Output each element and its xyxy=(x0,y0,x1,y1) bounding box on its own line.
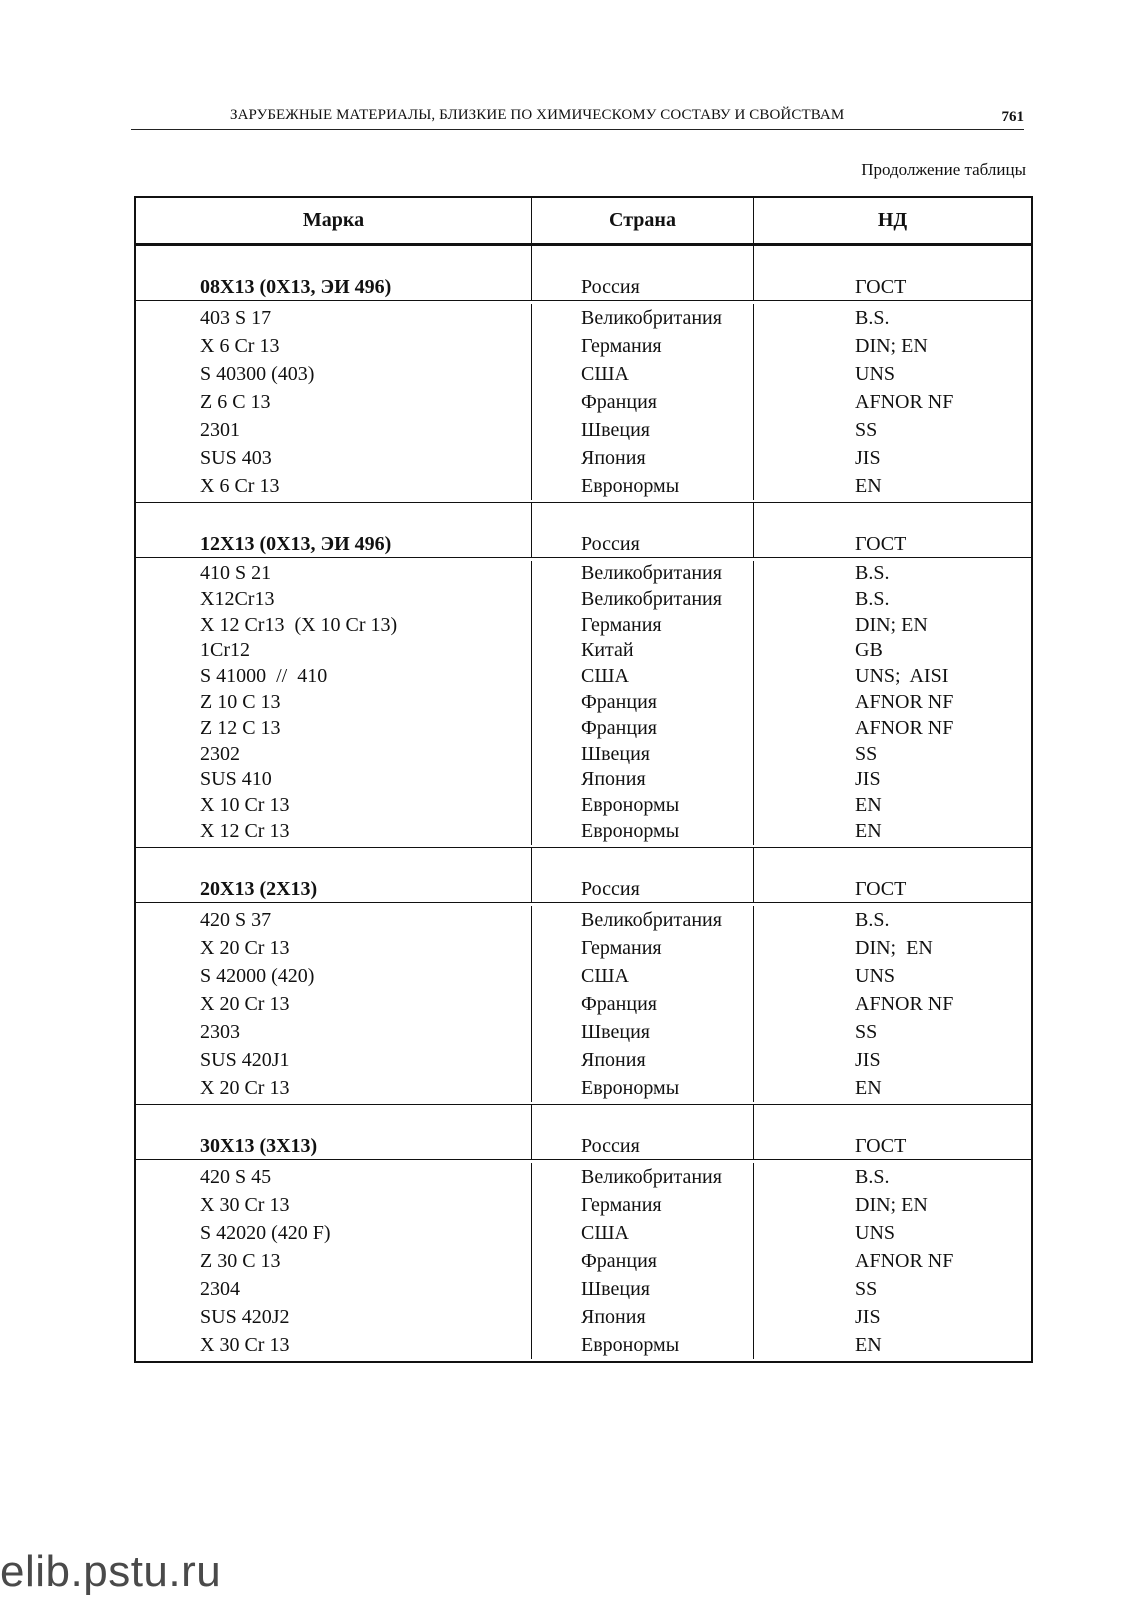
equivalent-standard: JIS xyxy=(855,1305,881,1328)
running-head xyxy=(131,103,1024,130)
equivalent-country: Германия xyxy=(581,613,662,636)
equivalent-standard: DIN; EN xyxy=(855,613,928,636)
equivalent-country: Китай xyxy=(581,639,634,662)
equivalent-grade: Z 10 C 13 xyxy=(200,690,281,713)
equivalent-grade-column xyxy=(136,906,532,1102)
equivalent-standard: UNS xyxy=(855,964,896,987)
equivalent-standard: AFNOR NF xyxy=(855,992,954,1015)
equivalent-grade: 1Cr12 xyxy=(200,639,250,662)
equivalent-standard: SS xyxy=(855,1277,878,1300)
equivalent-grade: SUS 420J2 xyxy=(200,1305,290,1328)
grade-name: 30Х13 (3Х13) xyxy=(136,1105,532,1159)
equivalent-standard: DIN; EN xyxy=(855,936,933,959)
equivalent-grade: S 41000 // 410 xyxy=(200,665,328,688)
equivalent-standard: SS xyxy=(855,1020,878,1043)
grade-group xyxy=(136,246,1031,502)
equivalent-grade: X12Cr13 xyxy=(200,587,275,610)
equivalent-standard: B.S. xyxy=(855,562,890,584)
equivalent-standard: B.S. xyxy=(855,1165,890,1188)
equivalent-country-column xyxy=(532,561,754,845)
grade-main-row xyxy=(136,503,1031,558)
header-grade: Марка xyxy=(136,198,532,243)
grade-main-row xyxy=(136,1105,1031,1160)
equivalent-grade: 420 S 45 xyxy=(200,1165,272,1188)
equivalent-country: Германия xyxy=(581,936,662,959)
equivalent-country: Франция xyxy=(581,1249,657,1272)
equivalent-standard: JIS xyxy=(855,447,881,469)
equivalent-standard-column xyxy=(754,1163,1031,1359)
equivalent-country: Великобритания xyxy=(581,908,722,931)
equivalent-grade: 403 S 17 xyxy=(200,307,272,329)
grade-country: Россия xyxy=(532,246,754,300)
equivalent-grade: 420 S 37 xyxy=(200,908,272,931)
equivalent-country: Швеция xyxy=(581,419,650,441)
equivalent-grade-column xyxy=(136,561,532,845)
grade-standard: ГОСТ xyxy=(855,877,907,900)
equivalent-grade: SUS 410 xyxy=(200,768,272,791)
equivalent-country: Великобритания xyxy=(581,587,722,610)
equivalent-standard: UNS; AISI xyxy=(855,665,949,688)
equivalent-grade: X 30 Cr 13 xyxy=(200,1193,290,1216)
running-head-title: ЗАРУБЕЖНЫЕ МАТЕРИАЛЫ, БЛИЗКИЕ ПО ХИМИЧЕСКОМУ СОСТАВУ И СВОЙСТВАМ xyxy=(230,107,845,123)
equivalent-country: Япония xyxy=(581,1048,646,1071)
equivalent-country: Франция xyxy=(581,992,657,1015)
equivalent-standard-column xyxy=(754,304,1031,500)
equivalent-standard: SS xyxy=(855,742,878,765)
equivalent-country: Франция xyxy=(581,690,657,713)
grade-name: 08Х13 (0Х13, ЭИ 496) xyxy=(136,246,532,300)
equivalent-grade: 2303 xyxy=(200,1020,240,1043)
equivalent-standard-column xyxy=(754,906,1031,1102)
equivalent-grade: X 6 Cr 13 xyxy=(200,475,280,497)
equivalent-grade: 2301 xyxy=(200,419,240,441)
equivalent-country: Швеция xyxy=(581,742,650,765)
equivalent-standard: EN xyxy=(855,819,882,842)
grade-country: Россия xyxy=(532,503,754,557)
equivalent-country: Германия xyxy=(581,1193,662,1216)
equivalent-grade: S 42020 (420 F) xyxy=(200,1221,331,1244)
equivalent-standard: EN xyxy=(855,1333,882,1356)
equivalent-grade-column xyxy=(136,1163,532,1359)
equivalent-grade: X 30 Cr 13 xyxy=(200,1333,290,1356)
equivalent-country: Швеция xyxy=(581,1020,650,1043)
equivalent-standard: B.S. xyxy=(855,307,890,329)
equivalent-standard: AFNOR NF xyxy=(855,391,954,413)
grade-group xyxy=(136,1104,1031,1361)
equivalent-country-column xyxy=(532,906,754,1102)
equivalent-grade: X 20 Cr 13 xyxy=(200,992,290,1015)
equivalent-country-column xyxy=(532,304,754,500)
equivalent-standard: EN xyxy=(855,794,882,817)
equivalent-country: США xyxy=(581,964,629,987)
equivalent-grade: X 20 Cr 13 xyxy=(200,1076,290,1099)
equivalent-country: Германия xyxy=(581,335,662,357)
grade-country: Россия xyxy=(532,848,754,902)
grade-main-row xyxy=(136,848,1031,903)
equivalent-country: США xyxy=(581,665,629,688)
equivalent-country: Евронормы xyxy=(581,794,680,817)
equivalent-grade: 2302 xyxy=(200,742,240,765)
equivalent-standard: B.S. xyxy=(855,908,890,931)
watermark: elib.pstu.ru xyxy=(0,1547,222,1596)
equivalent-country: Евронормы xyxy=(581,475,680,497)
equivalent-country: США xyxy=(581,1221,629,1244)
equivalent-grade: Z 12 C 13 xyxy=(200,716,281,739)
equivalents-rows xyxy=(136,301,1031,502)
equivalent-country: Евронормы xyxy=(581,1333,680,1356)
equivalent-standard: B.S. xyxy=(855,587,890,610)
equivalent-grade: X 20 Cr 13 xyxy=(200,936,290,959)
grade-country: Россия xyxy=(532,1105,754,1159)
equivalent-country: Япония xyxy=(581,768,646,791)
grade-name: 12Х13 (0Х13, ЭИ 496) xyxy=(136,503,532,557)
equivalent-grade: S 42000 (420) xyxy=(200,964,315,987)
equivalent-standard: UNS xyxy=(855,1221,896,1244)
equivalent-standard: AFNOR NF xyxy=(855,1249,954,1272)
equivalent-standard: AFNOR NF xyxy=(855,690,954,713)
grades-table xyxy=(134,196,1033,1363)
equivalent-standard: DIN; EN xyxy=(855,335,928,357)
grade-standard: ГОСТ xyxy=(855,1134,907,1157)
equivalent-grade: X 12 Cr13 (X 10 Cr 13) xyxy=(200,613,398,636)
table-header-row xyxy=(136,198,1031,246)
equivalent-country: Великобритания xyxy=(581,307,722,329)
grade-standard: ГОСТ xyxy=(855,533,907,555)
equivalent-grade: 2304 xyxy=(200,1277,240,1300)
grade-group xyxy=(136,847,1031,1104)
equivalent-standard: DIN; EN xyxy=(855,1193,928,1216)
equivalent-grade: S 40300 (403) xyxy=(200,363,315,385)
equivalent-grade-column xyxy=(136,304,532,500)
equivalent-country: Евронормы xyxy=(581,819,680,842)
equivalents-rows xyxy=(136,558,1031,847)
equivalent-standard: EN xyxy=(855,1076,882,1099)
grade-main-row xyxy=(136,246,1031,301)
equivalent-country-column xyxy=(532,1163,754,1359)
equivalent-country: Япония xyxy=(581,447,646,469)
equivalent-grade: SUS 403 xyxy=(200,447,272,469)
equivalent-grade: X 6 Cr 13 xyxy=(200,335,280,357)
grade-group xyxy=(136,502,1031,847)
equivalent-standard: AFNOR NF xyxy=(855,716,954,739)
equivalent-grade: 410 S 21 xyxy=(200,562,272,584)
equivalent-standard: UNS xyxy=(855,363,896,385)
table-continuation-label: Продолжение таблицы xyxy=(861,160,1026,179)
equivalent-country: Франция xyxy=(581,716,657,739)
grade-standard: ГОСТ xyxy=(855,276,907,298)
equivalent-country: Япония xyxy=(581,1305,646,1328)
equivalent-grade: SUS 420J1 xyxy=(200,1048,290,1071)
equivalent-country: Швеция xyxy=(581,1277,650,1300)
equivalents-rows xyxy=(136,1160,1031,1361)
table-body xyxy=(136,246,1031,1361)
equivalent-standard-column xyxy=(754,561,1031,845)
equivalent-standard: GB xyxy=(855,639,883,662)
equivalent-grade: Z 6 C 13 xyxy=(200,391,271,413)
equivalent-standard: EN xyxy=(855,475,882,497)
header-standard: НД xyxy=(877,209,908,231)
equivalent-standard: SS xyxy=(855,419,878,441)
page-number: 761 xyxy=(1001,109,1024,125)
equivalent-grade: X 12 Cr 13 xyxy=(200,819,290,842)
header-country: Страна xyxy=(532,198,754,243)
equivalent-standard: JIS xyxy=(855,1048,881,1071)
equivalent-country: Франция xyxy=(581,391,657,413)
equivalent-country: США xyxy=(581,363,629,385)
equivalent-country: Великобритания xyxy=(581,1165,722,1188)
equivalent-country: Евронормы xyxy=(581,1076,680,1099)
equivalent-standard: JIS xyxy=(855,768,881,791)
grade-name: 20Х13 (2Х13) xyxy=(136,848,532,902)
equivalents-rows xyxy=(136,903,1031,1104)
equivalent-grade: Z 30 C 13 xyxy=(200,1249,281,1272)
equivalent-grade: X 10 Cr 13 xyxy=(200,794,290,817)
equivalent-country: Великобритания xyxy=(581,562,722,584)
